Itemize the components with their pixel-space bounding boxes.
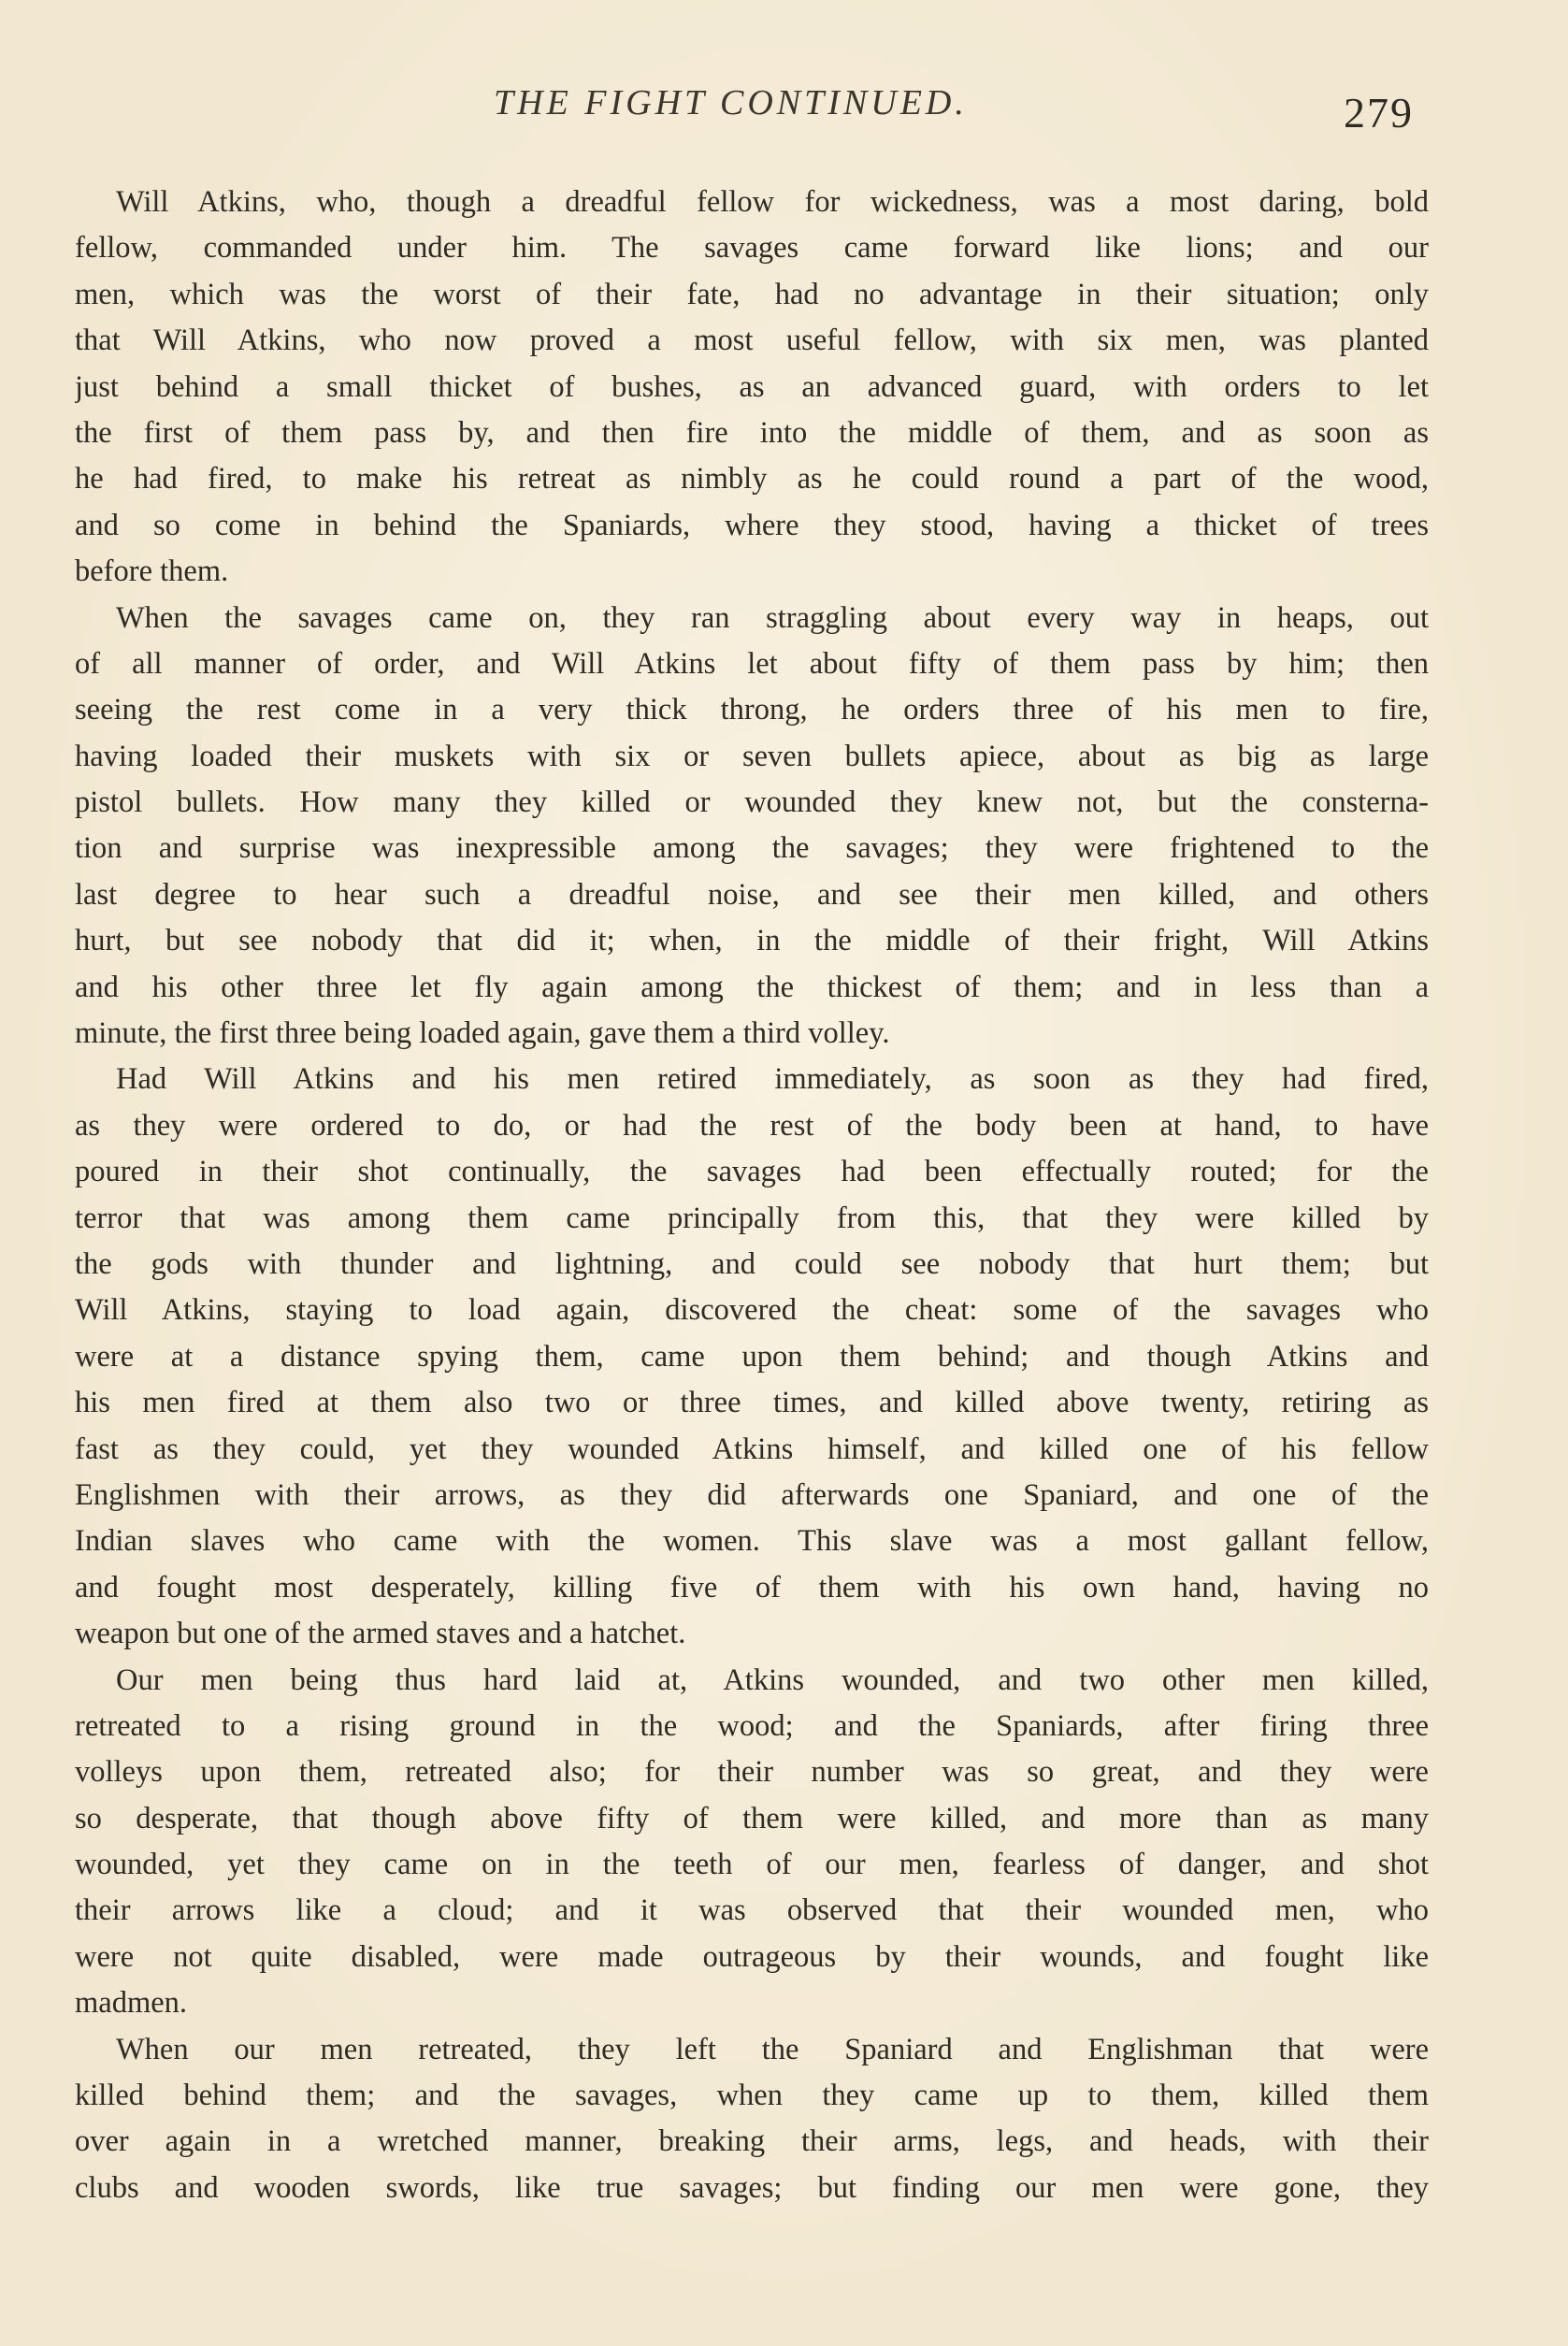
text-line: Will Atkins, staying to load again, discovered the cheat: some of the savages who: [75, 1293, 1429, 1328]
paragraph: [75, 2027, 1429, 2212]
text-line: the first of them pass by, and then fire into the middle of them, and as soon as: [75, 415, 1429, 450]
text-line: clubs and wooden swords, like true savages; but finding our men were gone, they: [75, 2170, 1429, 2205]
text-line: the gods with thunder and lightning, and could see nobody that hurt them; but: [75, 1246, 1429, 1281]
paragraph: [75, 1658, 1429, 2027]
text-line: were not quite disabled, were made outrageous by their wounds, and fought like: [75, 1939, 1429, 1974]
text-line: Indian slaves who came with the women. This slave was a most gallant fellow,: [75, 1524, 1429, 1559]
body-text: [75, 180, 1429, 2211]
text-line: Our men being thus hard laid at, Atkins wounded, and two other men killed,: [116, 1662, 1429, 1697]
text-line: their arrows like a cloud; and it was observed that their wounded men, who: [75, 1893, 1429, 1928]
text-line: and his other three let fly again among the thickest of them; and in less than a: [75, 970, 1429, 1004]
chapter-heading: THE FIGHT CONTINUED.: [494, 83, 968, 122]
text-line: pistol bullets. How many they killed or wounded they knew not, but the consterna-: [75, 785, 1429, 820]
text-line: retreated to a rising ground in the wood; and the Spaniards, after firing three: [75, 1708, 1429, 1743]
paragraph: [75, 596, 1429, 1058]
text-line: terror that was among them came principally from this, that they were killed by: [75, 1201, 1429, 1235]
paragraph: [75, 180, 1429, 596]
text-line: his men fired at them also two or three times, and killed above twenty, retiring as: [75, 1386, 1429, 1420]
text-line: fellow, commanded under him. The savages came forward like lions; and our: [75, 231, 1429, 266]
text-line: fast as they could, yet they wounded Atkins himself, and killed one of his fellow: [75, 1432, 1429, 1466]
page-number: 279: [1344, 89, 1414, 137]
text-line: Had Will Atkins and his men retired immediately, as soon as they had fired,: [116, 1062, 1429, 1097]
text-line: were at a distance spying them, came upon them behind; and though Atkins and: [75, 1339, 1429, 1374]
text-line: poured in their shot continually, the savages had been effectually routed; for the: [75, 1155, 1429, 1189]
text-line: seeing the rest come in a very thick throng, he orders three of his men to fire,: [75, 693, 1429, 727]
text-line: last degree to hear such a dreadful noise, and see their men killed, and others: [75, 877, 1429, 912]
text-line: wounded, yet they came on in the teeth of our men, fearless of danger, and shot: [75, 1848, 1429, 1882]
text-line: having loaded their muskets with six or seven bullets apiece, about as big as large: [75, 739, 1429, 773]
text-line: just behind a small thicket of bushes, as an advanced guard, with orders to let: [75, 369, 1429, 404]
text-line: weapon but one of the armed staves and a hatchet.: [75, 1617, 686, 1651]
text-line: men, which was the worst of their fate, had no advantage in their situation; only: [75, 277, 1429, 311]
text-line: hurt, but see nobody that did it; when, in the middle of their fright, Will Atkins: [75, 924, 1429, 958]
text-line: Englishmen with their arrows, as they did afterwards one Spaniard, and one of the: [75, 1477, 1429, 1512]
text-line: so desperate, that though above fifty of them were killed, and more than as many: [75, 1801, 1429, 1835]
text-line: When our men retreated, they left the Spaniard and Englishman that were: [116, 2032, 1429, 2066]
text-line: madmen.: [75, 1986, 188, 2021]
paragraph: [75, 1057, 1429, 1657]
text-line: and fought most desperately, killing five of them with his own hand, having no: [75, 1570, 1429, 1605]
text-line: before them.: [75, 554, 229, 589]
text-line: and so come in behind the Spaniards, where they stood, having a thicket of trees: [75, 508, 1429, 542]
text-line: Will Atkins, who, though a dreadful fellow for wickedness, was a most daring, bold: [116, 185, 1429, 219]
text-line: that Will Atkins, who now proved a most useful fellow, with six men, was planted: [75, 324, 1429, 358]
text-line: as they were ordered to do, or had the rest of the body been at hand, to have: [75, 1108, 1429, 1143]
running-head: [0, 82, 1568, 138]
text-line: he had fired, to make his retreat as nimbly as he could round a part of the wood,: [75, 462, 1429, 497]
text-line: minute, the first three being loaded again, gave them a third volley.: [75, 1016, 890, 1051]
text-line: killed behind them; and the savages, when they came up to them, killed them: [75, 2079, 1429, 2113]
text-line: When the savages came on, they ran straggling about every way in heaps, out: [116, 600, 1429, 635]
text-line: over again in a wretched manner, breaking their arms, legs, and heads, with their: [75, 2124, 1429, 2159]
text-line: of all manner of order, and Will Atkins let about fifty of them pass by him; then: [75, 646, 1429, 681]
text-line: tion and surprise was inexpressible among the savages; they were frightened to the: [75, 831, 1429, 866]
text-line: volleys upon them, retreated also; for their number was so great, and they were: [75, 1755, 1429, 1790]
